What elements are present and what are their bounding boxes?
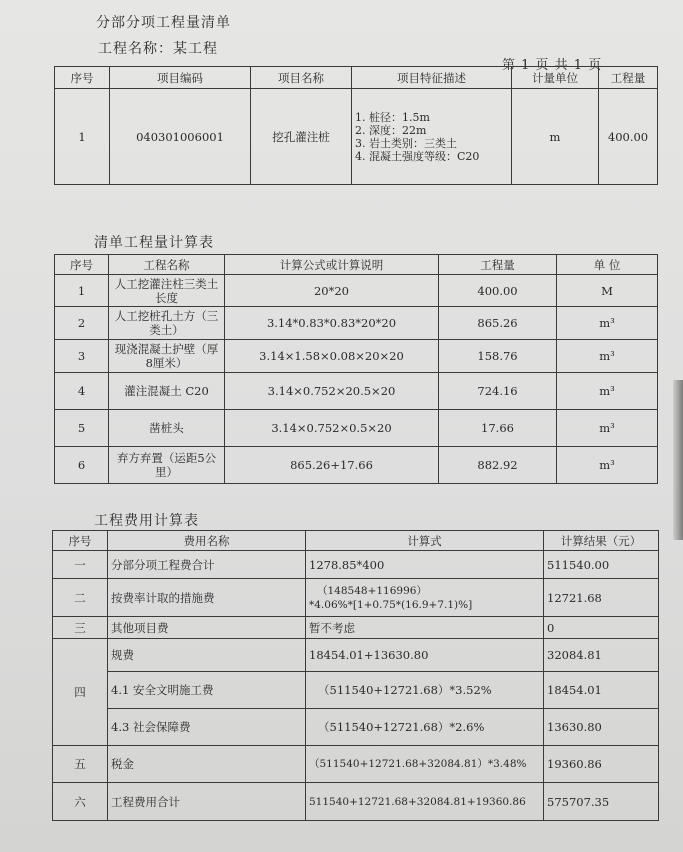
row-number: 2: [55, 307, 109, 340]
header-cell: 计量单位: [512, 67, 599, 89]
row-number: 1: [55, 275, 109, 307]
feature-line: 4. 混凝土强度等级：C20: [355, 149, 480, 163]
formula: 1278.85*400: [306, 551, 544, 579]
table-row: [53, 672, 659, 709]
row-number: 一: [53, 551, 108, 579]
formula-line: （148548+116996）: [317, 584, 427, 597]
feature-line: 3. 岩土类别：三类土: [355, 136, 457, 150]
cost-name: 4.1 安全文明施工费: [108, 672, 306, 709]
table-row: [53, 617, 659, 639]
table-row: [55, 275, 658, 307]
work-name: 现浇混凝土护壁（厚8厘米）: [109, 340, 225, 373]
quantity-calculation-table: [54, 254, 658, 484]
row-number: 三: [53, 617, 108, 639]
table-header-row: [55, 67, 658, 89]
table-row: [55, 410, 658, 447]
work-name: 凿桩头: [109, 410, 225, 447]
header-cell: 工程名称: [109, 255, 225, 275]
row-number: 5: [55, 410, 109, 447]
section1-title: 分部分项工程量清单: [96, 15, 231, 31]
item-code: 040301006001: [110, 89, 251, 185]
work-name: 人工挖桩孔土方（三类土）: [109, 307, 225, 340]
header-cell: 序号: [55, 67, 110, 89]
table-row: [53, 783, 659, 821]
result: 575707.35: [544, 783, 659, 821]
item-features: [352, 89, 512, 185]
result: 32084.81: [544, 639, 659, 672]
row-number: 二: [53, 579, 108, 617]
formula: （511540+12721.68+32084.81）*3.48%: [306, 746, 544, 783]
cost-name: 分部分项工程费合计: [108, 551, 306, 579]
work-name: 人工挖灌注柱三类土长度: [109, 275, 225, 307]
unit: M: [557, 275, 658, 307]
table-header-row: [55, 255, 658, 275]
page-edge-shadow: [673, 380, 683, 540]
feature-line: 1. 桩径：1.5m: [355, 110, 430, 124]
cost-name: 规费: [108, 639, 306, 672]
header-cell: 工程量: [439, 255, 557, 275]
table-row: [53, 551, 659, 579]
formula: 3.14×0.752×20.5×20: [225, 373, 439, 410]
quantity: 400.00: [599, 89, 658, 185]
formula-line: *4.06%*[1+0.75*(16.9+7.1)%]: [309, 598, 473, 611]
cost-name: 其他项目费: [108, 617, 306, 639]
feature-line: 2. 深度：22m: [355, 123, 427, 137]
work-name: 灌注混凝土 C20: [109, 373, 225, 410]
cost-name: 4.3 社会保障费: [108, 709, 306, 746]
row-number: 六: [53, 783, 108, 821]
cost-name: 按费率计取的措施费: [108, 579, 306, 617]
page-info: 第 1 页 共 1 页: [502, 58, 603, 73]
header-cell: 计算式: [306, 531, 544, 551]
cost-name: 税金: [108, 746, 306, 783]
quantity: 17.66: [439, 410, 557, 447]
formula: （511540+12721.68）*3.52%: [306, 672, 544, 709]
unit: m: [512, 89, 599, 185]
formula: 暂不考虑: [306, 617, 544, 639]
row-number: 3: [55, 340, 109, 373]
row-number: 四: [53, 639, 108, 746]
table-row: [53, 709, 659, 746]
bill-of-quantities-table: [54, 66, 658, 185]
formula: 3.14×0.752×0.5×20: [225, 410, 439, 447]
formula: 3.14*0.83*0.83*20*20: [225, 307, 439, 340]
quantity: 865.26: [439, 307, 557, 340]
row-number: 1: [55, 89, 110, 185]
result: 0: [544, 617, 659, 639]
formula: 20*20: [225, 275, 439, 307]
unit: m³: [557, 447, 658, 484]
formula: 865.26+17.66: [225, 447, 439, 484]
table-row: [53, 639, 659, 672]
cost-calculation-table: [52, 530, 659, 821]
table-row: [55, 340, 658, 373]
header-cell: 计算结果（元）: [544, 531, 659, 551]
row-number: 五: [53, 746, 108, 783]
formula: 18454.01+13630.80: [306, 639, 544, 672]
unit: m³: [557, 307, 658, 340]
header-cell: 序号: [53, 531, 108, 551]
header-cell: 费用名称: [108, 531, 306, 551]
formula: 3.14×1.58×0.08×20×20: [225, 340, 439, 373]
quantity: 400.00: [439, 275, 557, 307]
table-row: [53, 579, 659, 617]
row-number: 6: [55, 447, 109, 484]
formula: （511540+12721.68）*2.6%: [306, 709, 544, 746]
table-row: [53, 746, 659, 783]
result: 12721.68: [544, 579, 659, 617]
result: 19360.86: [544, 746, 659, 783]
project-name: 工程名称：某工程: [98, 41, 218, 57]
header-cell: 计算公式或计算说明: [225, 255, 439, 275]
result: 13630.80: [544, 709, 659, 746]
formula: [306, 579, 544, 617]
result: 511540.00: [544, 551, 659, 579]
table-row: [55, 373, 658, 410]
section2-title: 清单工程量计算表: [94, 235, 214, 251]
formula: 511540+12721.68+32084.81+19360.86: [306, 783, 544, 821]
table-row: [55, 447, 658, 484]
header-cell: 序号: [55, 255, 109, 275]
table-header-row: [53, 531, 659, 551]
quantity: 158.76: [439, 340, 557, 373]
quantity: 882.92: [439, 447, 557, 484]
row-number: 4: [55, 373, 109, 410]
table-row: [55, 89, 658, 185]
unit: m³: [557, 373, 658, 410]
table-row: [55, 307, 658, 340]
item-name: 挖孔灌注桩: [251, 89, 352, 185]
section3-title: 工程费用计算表: [94, 513, 199, 529]
header-cell: 工程量: [599, 67, 658, 89]
unit: m³: [557, 340, 658, 373]
unit: m³: [557, 410, 658, 447]
header-cell: 单 位: [557, 255, 658, 275]
header-cell: 项目特征描述: [352, 67, 512, 89]
header-cell: 项目编码: [110, 67, 251, 89]
work-name: 弃方弃置（运距5公里）: [109, 447, 225, 484]
result: 18454.01: [544, 672, 659, 709]
cost-name: 工程费用合计: [108, 783, 306, 821]
header-cell: 项目名称: [251, 67, 352, 89]
quantity: 724.16: [439, 373, 557, 410]
